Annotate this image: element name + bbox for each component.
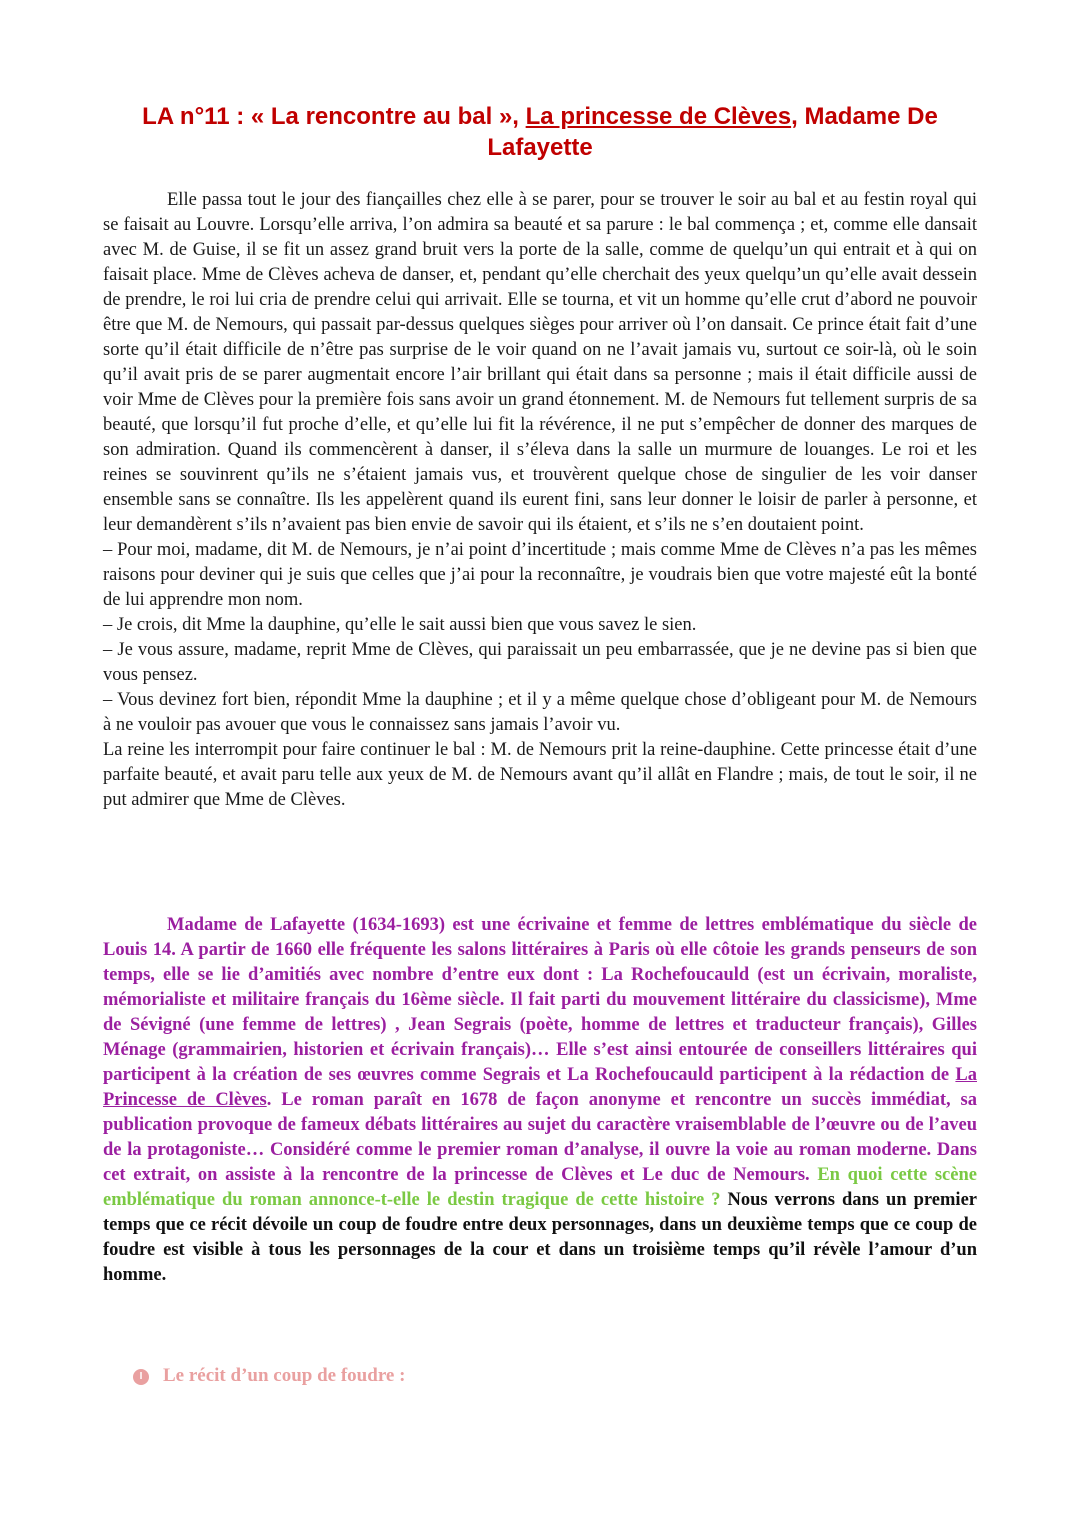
problematic: En quoi cette scène emblématique du roman annonce-t-elle le destin tragique de cette histoire ? <box>103 1165 977 1210</box>
title-book: La princesse de Clèves <box>525 103 792 130</box>
extract-text <box>103 188 977 813</box>
introduction <box>103 913 977 1288</box>
extract-paragraph-1: Elle passa tout le jour des fiançailles chez elle à se parer, pour se trouver le soir au bal et au festin royal qui se faisait au Louvre. Lorsqu’elle arriva, l’on admira sa beauté et sa parure : le bal commença ; et, comme elle dansait avec M. de Guise, il se fit un assez grand bruit vers la porte de la salle, comme de quelqu’un qui entrait et à qui on faisait place. Mme de Clèves acheva de danser, et, pendant qu’elle cherchait des yeux quelqu’un qu’elle avait dessein de prendre, le roi lui cria de prendre celui qui arrivait. Elle se tourna, et vit un homme qu’elle crut d’abord ne pouvoir être que M. de Nemours, qui passait par-dessus quelques sièges pour arriver où l’on dansait. Ce prince était fait d’une sorte qu’il était difficile de n’être pas surprise de le voir quand on ne l’avait jamais vu, surtout ce soir-là, où le soin qu’il avait pris de se parer augmentait encore l’air brillant qui était dans sa personne ; mais il était difficile aussi de voir Mme de Clèves pour la première fois sans avoir un grand étonnement. M. de Nemours fut tellement surpris de sa beauté, que lorsqu’il fut proche d’elle, et qu’elle lui fit la révérence, il ne put s’empêcher de donner des marques de son admiration. Quand ils commencèrent à danser, il s’éleva dans la salle un murmure de louanges. Le roi et les reines se souvinrent qu’ils ne s’étaient jamais vus, et trouvèrent quelque chose de singulier de les voir danser ensemble sans se connaître. Ils les appelèrent quand ils eurent fini, sans leur donner le loisir de parler à personne, et leur demandèrent s’ils n’avaient pas bien envie de savoir qui ils étaient, et s’ils ne s’en doutaient point. <box>103 190 977 535</box>
page-title <box>100 101 980 163</box>
plan-announcement: Nous verrons dans un premier temps que ce récit dévoile un coup de foudre entre deux personnages, dans un deuxième temps que ce coup de foudre est visible à tous les personnages de la cour et dans un troisième temps qu’il révèle l’amour d’un homme. <box>103 1190 977 1285</box>
section-heading-1 <box>133 1363 405 1388</box>
section-heading-text: Le récit d’un coup de foudre : <box>163 1365 406 1386</box>
title-prefix: LA n°11 : « La rencontre au bal », <box>142 103 526 130</box>
title-suffix: , Madame De Lafayette <box>487 103 938 161</box>
extract-dialogue-4: – Vous devinez fort bien, répondit Mme la dauphine ; et il y a même quelque chose d’obligeant pour M. de Nemours à ne vouloir pas avouer que vous le connaissez sans jamais l’avoir vu. <box>103 690 977 735</box>
intro-context: Madame de Lafayette (1634-1693) est une écrivaine et femme de lettres emblématique du siècle de Louis 14. A partir de 1660 elle fréquente les salons littéraires à Paris où elle côtoie les grands penseurs de son temps, elle se lie d’amitiés avec nombre d’entre eux dont : La Rochefoucauld (est un écrivain, moraliste, mémorialiste et militaire français du 16ème siècle. Il fait parti du mouvement littéraire du classicisme), Mme de Sévigné (une femme de lettres) , Jean Segrais (poète, homme de lettres et traducteur français), Gilles Ménage (grammairien, historien et écrivain français)… Elle s’est ainsi entourée de conseillers littéraires qui participent à la création de ses œuvres comme Segrais et La Rochefoucauld participent à la rédaction de <box>103 915 977 1085</box>
intro-context-2: . Le roman paraît en 1678 de façon anonyme et rencontre un succès immédiat, sa publication provoque de fameux débats littéraires au sujet du caractère vraisemblable de l’œuvre ou de l’aveu de la protagoniste… Considéré comme le premier roman d’analyse, il ouvre la voie au roman moderne. Dans cet extrait, on assiste à la rencontre de la princesse de Clèves et Le duc de Nemours. <box>103 1090 977 1185</box>
intro-book-title: La Princesse de Clèves <box>103 1065 977 1110</box>
extract-dialogue-1: – Pour moi, madame, dit M. de Nemours, je n’ai point d’incertitude ; mais comme Mme de Clèves n’a pas les mêmes raisons pour deviner qui je suis que celles que j’ai pour la reconnaître, je voudrais bien que votre majesté eût la bonté de lui apprendre mon nom. <box>103 540 977 610</box>
extract-dialogue-2: – Je crois, dit Mme la dauphine, qu’elle le sait aussi bien que vous savez le sien. <box>103 615 697 635</box>
extract-dialogue-3: – Je vous assure, madame, reprit Mme de Clèves, qui paraissait un peu embarrassée, que je ne devine pas si bien que vous pensez. <box>103 640 977 685</box>
extract-paragraph-2: La reine les interrompit pour faire continuer le bal : M. de Nemours prit la reine-dauphine. Cette princesse était d’une parfaite beauté, et avait paru telle aux yeux de M. de Nemours avant qu’il allât en Flandre ; mais, de tout le soir, il ne put admirer que Mme de Clèves. <box>103 740 977 810</box>
section-number-icon: I <box>133 1369 149 1385</box>
